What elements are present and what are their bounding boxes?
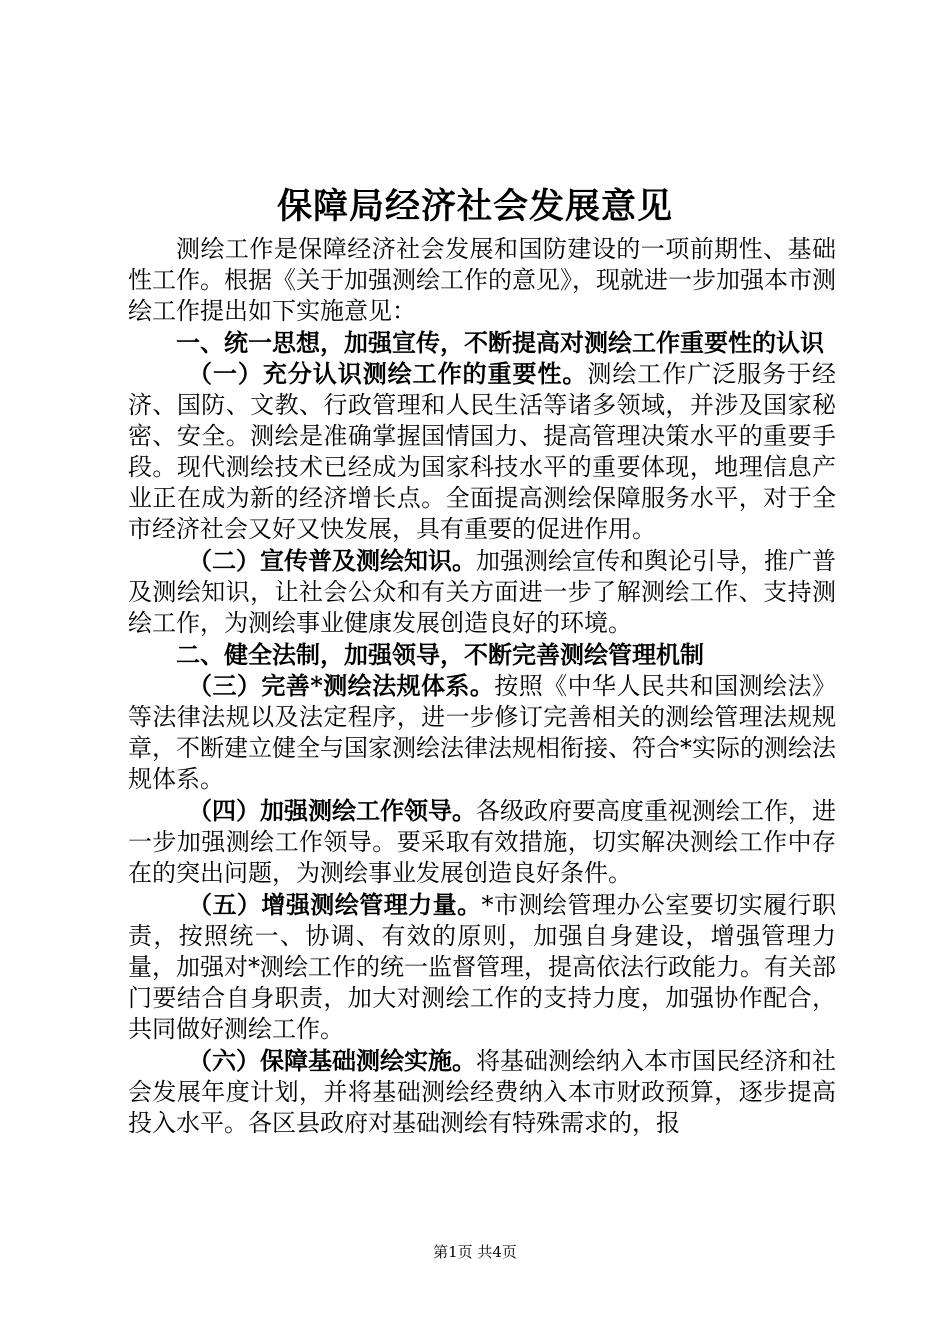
item-5-paragraph bbox=[128, 889, 836, 1045]
document-title: 保障局经济社会发展意见 bbox=[276, 186, 673, 227]
item-2-paragraph bbox=[128, 545, 836, 639]
item-4-paragraph bbox=[128, 795, 836, 889]
item-4-text: 各级政府要高度重视测绘工作，进一步加强测绘工作领导。要采取有效措施，切实解决测绘工作中存在的突出问题，为测绘事业发展创造良好条件。 bbox=[128, 797, 836, 887]
document-body bbox=[128, 234, 836, 1139]
item-3-text: 按照《中华人民共和国测绘法》等法律法规以及法定程序，进一步修订完善相关的测绘管理法规规章，不断建立健全与国家测绘法律法规相衔接、符合*实际的测绘法规体系。 bbox=[128, 672, 836, 793]
item-1-lead: （一）充分认识测绘工作的重要性。 bbox=[188, 359, 588, 388]
item-5-text: *市测绘管理办公室要切实履行职责，按照统一、协调、有效的原则，加强自身建设，增强管理力量，加强对*测绘工作的统一监督管理，提高依法行政能力。有关部门要结合自身职责，加大对测绘工作的支持力度，加强协作配合，共同做好测绘工作。 bbox=[128, 891, 837, 1043]
item-1-paragraph bbox=[128, 358, 836, 545]
item-3-paragraph bbox=[128, 670, 836, 795]
page-number-footer: 第1页 共4页 bbox=[433, 1243, 517, 1261]
item-4-lead: （四）加强测绘工作领导。 bbox=[188, 796, 476, 825]
item-5-lead: （五）增强测绘管理力量。 bbox=[188, 890, 482, 919]
item-6-text: 将基础测绘纳入本市国民经济和社会发展年度计划，并将基础测绘经费纳入本市财政预算，逐步提高投入水平。各区县政府对基础测绘有特殊需求的，报 bbox=[128, 1047, 836, 1137]
item-2-lead: （二）宣传普及测绘知识。 bbox=[188, 546, 476, 575]
item-6-lead: （六）保障基础测绘实施。 bbox=[188, 1046, 476, 1075]
item-2-text: 加强测绘宣传和舆论引导，推广普及测绘知识，让社会公众和有关方面进一步了解测绘工作、支持测绘工作，为测绘事业健康发展创造良好的环境。 bbox=[128, 547, 836, 637]
intro-paragraph: 测绘工作是保障经济社会发展和国防建设的一项前期性、基础性工作。根据《关于加强测绘工作的意见》，现就进一步加强本市测绘工作提出如下实施意见： bbox=[128, 235, 836, 325]
section-2-heading: 二、健全法制，加强领导，不断完善测绘管理机制 bbox=[176, 640, 704, 669]
item-3-lead: （三）完善*测绘法规体系。 bbox=[188, 671, 495, 700]
section-1-heading: 一、统一思想，加强宣传，不断提高对测绘工作重要性的认识 bbox=[176, 328, 824, 357]
item-6-paragraph bbox=[128, 1045, 836, 1139]
item-1-text: 测绘工作广泛服务于经济、国防、文教、行政管理和人民生活等诸多领域，并涉及国家秘密、安全。测绘是准确掌握国情国力、提高管理决策水平的重要手段。现代测绘技术已经成为国家科技水平的重要体现，地理信息产业正在成为新的经济增长点。全面提高测绘保障服务水平，对于全市经济社会又好又快发展，具有重要的促进作用。 bbox=[128, 360, 836, 543]
